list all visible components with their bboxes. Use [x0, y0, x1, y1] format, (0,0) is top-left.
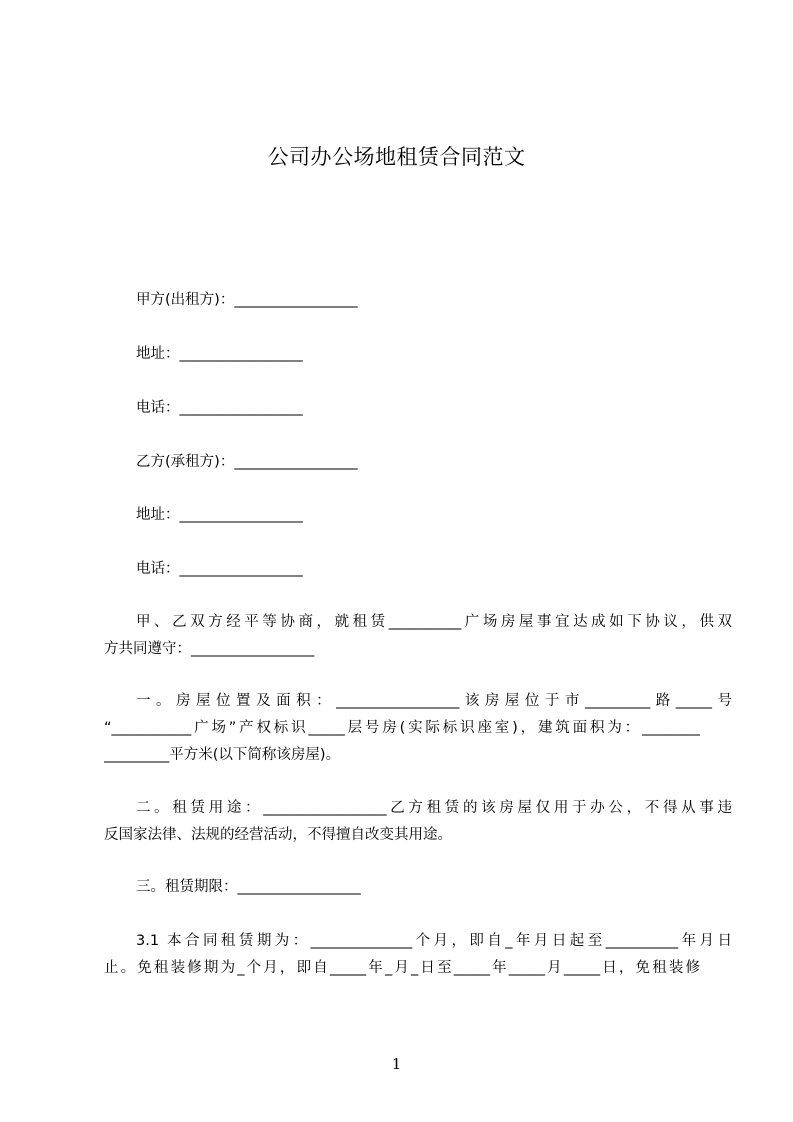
document-title: 公司办公场地租赁合同范文: [267, 145, 526, 169]
clause-1-line-1: 一。房屋位置及面积：_________________该房屋位于市_________路_____号: [136, 693, 732, 709]
page-number: 1: [391, 1055, 402, 1073]
clause-2-line-1: 二。租赁用途：_________________乙方租赁的该房屋仅用于办公，不得从事违: [136, 800, 732, 816]
preamble-line-1: 甲、乙双方经平等协商，就租赁__________广场房屋事宜达成如下协议，供双: [136, 614, 732, 630]
lessor-name-line: 甲方(出租方)：_________________: [136, 292, 358, 308]
clause-3-heading: 三。租赁期限：_________________: [136, 879, 361, 895]
clause-1-line-2: “___________广场”产权标识_____层号房(实际标识座室)，建筑面积为：________: [104, 720, 700, 736]
lessee-address-line: 地址：_________________: [136, 507, 303, 523]
lessor-address-line: 地址：_________________: [136, 346, 303, 362]
clause-3-1-line-2: 止。免租装修期为_个月，即自_____年_月_日至_____年_____月_____日，免租装修: [104, 960, 700, 976]
clause-1-line-3: _________平方米(以下简称该房屋)。: [104, 747, 341, 763]
lessor-phone-line: 电话：_________________: [136, 400, 303, 416]
lessee-phone-line: 电话：_________________: [136, 561, 303, 577]
clause-2-line-2: 反国家法律、法规的经营活动，不得擅自改变其用途。: [104, 827, 452, 843]
lessee-name-line: 乙方(承租方)：_________________: [136, 454, 358, 470]
preamble-line-2: 方共同遵守：_________________: [104, 641, 315, 657]
clause-3-1-line-1: 3.1 本合同租赁期为：______________个月，即自_年月日起至__________年月日: [136, 933, 732, 949]
